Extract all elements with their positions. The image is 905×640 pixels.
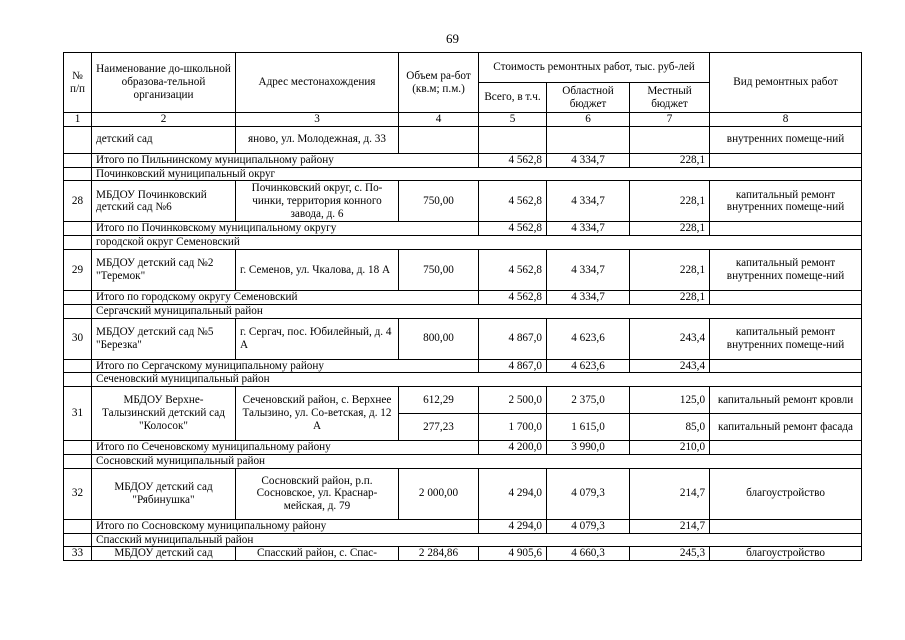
row-number: 28 (64, 181, 92, 222)
group-row (64, 454, 862, 468)
org-name: МБДОУ детский сад (92, 547, 236, 561)
col-num-6: 6 (547, 113, 630, 127)
group-row (64, 167, 862, 181)
repair-type: благоустройство (710, 468, 862, 519)
cost-regional: 4 623,6 (547, 318, 630, 359)
subtotal-regional: 4 334,7 (547, 222, 630, 236)
subtotal-label: Итого по Сеченовскому муниципальному району (92, 441, 479, 455)
subtotal-row (64, 290, 862, 304)
table-row (64, 249, 862, 290)
header-no: № п/п (64, 53, 92, 113)
header-type: Вид ремонтных работ (710, 53, 862, 113)
cost-total: 4 562,8 (479, 181, 547, 222)
cost-regional: 4 334,7 (547, 181, 630, 222)
subtotal-regional: 4 334,7 (547, 153, 630, 167)
volume: 2 000,00 (399, 468, 479, 519)
repair-type: капитальный ремонт внутренних помеще-ний (710, 181, 862, 222)
cost-local: 125,0 (630, 387, 710, 414)
subtotal-row (64, 441, 862, 455)
subtotal-local: 228,1 (630, 153, 710, 167)
subtotal-total: 4 562,8 (479, 290, 547, 304)
subtotal-local: 243,4 (630, 359, 710, 373)
row-number: 30 (64, 318, 92, 359)
row-number: 31 (64, 387, 92, 441)
subtotal-row (64, 359, 862, 373)
org-address: Сосновский район, р.п. Сосновское, ул. Краснар-мейская, д. 79 (236, 468, 399, 519)
repair-type: внутренних помеще-ний (710, 126, 862, 153)
subtotal-label: Итого по Починковскому муниципальному округу (92, 222, 479, 236)
header-address: Адрес местонахождения (236, 53, 399, 113)
group-row (64, 304, 862, 318)
subtotal-label: Итого по Сосновскому муниципальному району (92, 519, 479, 533)
row-number: 33 (64, 547, 92, 561)
cost-total: 4 867,0 (479, 318, 547, 359)
table-row (64, 318, 862, 359)
volume: 750,00 (399, 181, 479, 222)
col-num-2: 2 (92, 113, 236, 127)
col-num-7: 7 (630, 113, 710, 127)
repair-type: капитальный ремонт внутренних помеще-ний (710, 318, 862, 359)
repair-type: благоустройство (710, 547, 862, 561)
col-num-8: 8 (710, 113, 862, 127)
cost-regional: 4 079,3 (547, 468, 630, 519)
subtotal-local: 214,7 (630, 519, 710, 533)
cost-local: 243,4 (630, 318, 710, 359)
col-num-3: 3 (236, 113, 399, 127)
repair-type: капитальный ремонт фасада (710, 414, 862, 441)
col-num-5: 5 (479, 113, 547, 127)
volume: 800,00 (399, 318, 479, 359)
org-name: МБДОУ Верхне-Талызинский детский сад "Колосок" (92, 387, 236, 441)
subtotal-row (64, 222, 862, 236)
cost-local: 214,7 (630, 468, 710, 519)
table-row (64, 468, 862, 519)
table-row (64, 126, 862, 153)
group-title: Спасский муниципальный район (92, 533, 862, 547)
subtotal-local: 228,1 (630, 222, 710, 236)
group-title: Сергачский муниципальный район (92, 304, 862, 318)
group-row (64, 373, 862, 387)
subtotal-total: 4 562,8 (479, 153, 547, 167)
org-address: Спасский район, с. Спас- (236, 547, 399, 561)
subtotal-local: 228,1 (630, 290, 710, 304)
subtotal-label: Итого по Пильнинскому муниципальному району (92, 153, 479, 167)
subtotal-label: Итого по Сергачскому муниципальному району (92, 359, 479, 373)
cost-local: 85,0 (630, 414, 710, 441)
cost-total: 1 700,0 (479, 414, 547, 441)
org-address: г. Семенов, ул. Чкалова, д. 18 А (236, 249, 399, 290)
row-number: 29 (64, 249, 92, 290)
subtotal-label: Итого по городскому округу Семеновский (92, 290, 479, 304)
subtotal-local: 210,0 (630, 441, 710, 455)
org-name: детский сад (92, 126, 236, 153)
header-regional: Областной бюджет (547, 83, 630, 113)
subtotal-regional: 4 334,7 (547, 290, 630, 304)
table-row (64, 547, 862, 561)
header-cost-group: Стоимость ремонтных работ, тыс. руб-лей (479, 53, 710, 83)
table-row (64, 387, 862, 414)
group-title: Сосновский муниципальный район (92, 454, 862, 468)
subtotal-total: 4 562,8 (479, 222, 547, 236)
repair-type: капитальный ремонт внутренних помеще-ний (710, 249, 862, 290)
group-row (64, 533, 862, 547)
cost-total: 4 905,6 (479, 547, 547, 561)
page-number: 69 (446, 31, 459, 46)
cost-regional: 2 375,0 (547, 387, 630, 414)
subtotal-total: 4 294,0 (479, 519, 547, 533)
subtotal-row (64, 153, 862, 167)
cost-total: 4 562,8 (479, 249, 547, 290)
org-name: МБДОУ детский сад №5 "Березка" (92, 318, 236, 359)
group-title: городской округ Семеновский (92, 236, 862, 250)
group-row (64, 236, 862, 250)
cost-local: 228,1 (630, 181, 710, 222)
repair-costs-table (63, 52, 862, 561)
org-address: яново, ул. Молодежная, д. 33 (236, 126, 399, 153)
cost-regional: 4 334,7 (547, 249, 630, 290)
col-num-4: 4 (399, 113, 479, 127)
cost-local: 228,1 (630, 249, 710, 290)
repair-type: капитальный ремонт кровли (710, 387, 862, 414)
header-total: Всего, в т.ч. (479, 83, 547, 113)
volume: 612,29 (399, 387, 479, 414)
subtotal-regional: 4 079,3 (547, 519, 630, 533)
org-address: Сеченовский район, с. Верхнее Талызино, ул. Со-ветская, д. 12 А (236, 387, 399, 441)
cost-local: 245,3 (630, 547, 710, 561)
org-address: г. Сергач, пос. Юбилейный, д. 4 А (236, 318, 399, 359)
group-title: Сеченовский муниципальный район (92, 373, 862, 387)
cost-total: 2 500,0 (479, 387, 547, 414)
cost-total: 4 294,0 (479, 468, 547, 519)
subtotal-regional: 3 990,0 (547, 441, 630, 455)
volume: 277,23 (399, 414, 479, 441)
col-num-1: 1 (64, 113, 92, 127)
table-row (64, 181, 862, 222)
org-name: МБДОУ детский сад №2 "Теремок" (92, 249, 236, 290)
column-number-row (64, 113, 862, 127)
header-name: Наименование до-школьной образова-тельной организации (92, 53, 236, 113)
header-volume: Объем ра-бот (кв.м; п.м.) (399, 53, 479, 113)
group-title: Починковский муниципальный округ (92, 167, 862, 181)
row-number: 32 (64, 468, 92, 519)
volume: 750,00 (399, 249, 479, 290)
subtotal-total: 4 867,0 (479, 359, 547, 373)
subtotal-row (64, 519, 862, 533)
org-name: МБДОУ Починковский детский сад №6 (92, 181, 236, 222)
cost-regional: 1 615,0 (547, 414, 630, 441)
org-name: МБДОУ детский сад "Рябинушка" (92, 468, 236, 519)
volume: 2 284,86 (399, 547, 479, 561)
header-local: Местный бюджет (630, 83, 710, 113)
cost-regional: 4 660,3 (547, 547, 630, 561)
subtotal-total: 4 200,0 (479, 441, 547, 455)
org-address: Починковский округ, с. По-чинки, территория конного завода, д. 6 (236, 181, 399, 222)
subtotal-regional: 4 623,6 (547, 359, 630, 373)
header-row (64, 53, 862, 83)
